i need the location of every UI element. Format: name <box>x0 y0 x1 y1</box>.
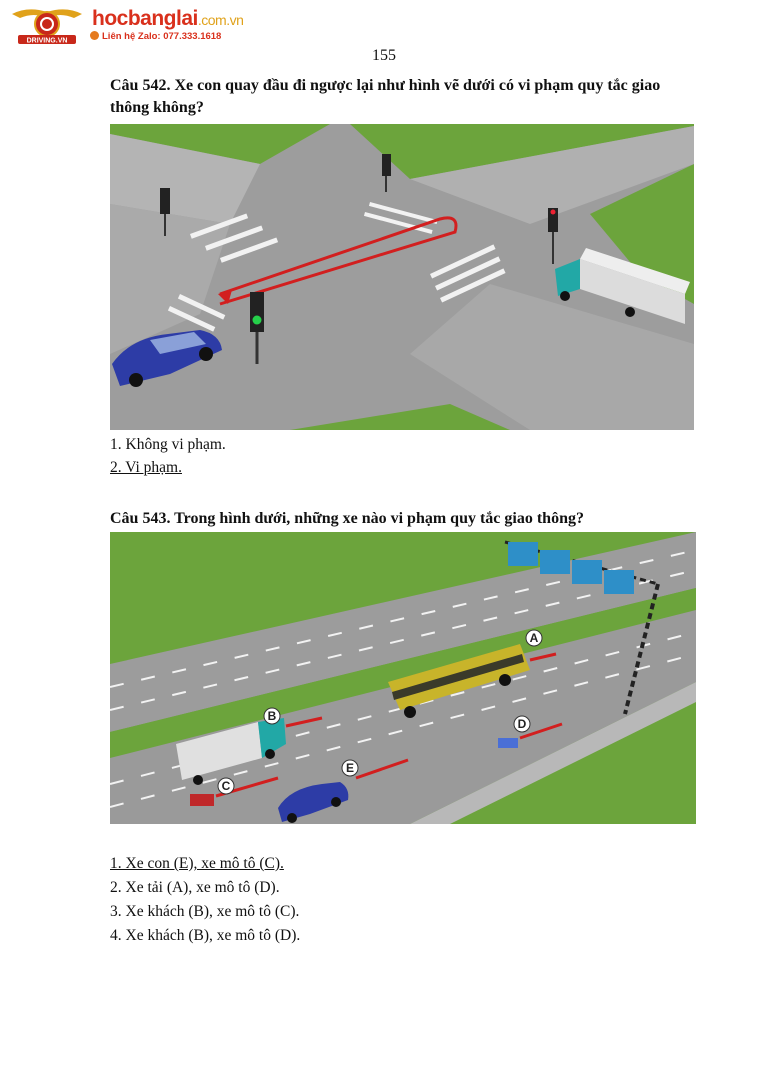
question-542-title: Câu 542. Xe con quay đầu đi ngược lại như hình vẽ dưới có vi phạm quy tắc giao thông không? <box>110 77 661 116</box>
question-543-answer-1: 1. Xe con (E), xe mô tô (C). <box>110 855 284 872</box>
site-header <box>8 4 268 46</box>
motorcycle <box>498 738 518 748</box>
vehicle-label-c: C <box>221 779 231 793</box>
question-543-title: Câu 543. Trong hình dưới, những xe nào vi phạm quy tắc giao thông? <box>110 510 584 527</box>
question-543-answer-2: 2. Xe tải (A), xe mô tô (D). <box>110 879 280 896</box>
motorcycle <box>190 794 214 806</box>
contact-text: Liên hệ Zalo: 077.333.1618 <box>102 31 222 42</box>
brand-name <box>92 7 243 31</box>
page-number: 155 <box>372 47 396 64</box>
question-543-figure <box>110 532 696 829</box>
contact-line <box>90 31 221 42</box>
driving-logo <box>8 4 86 46</box>
vehicle-label-e: E <box>345 761 355 775</box>
brand-main: hocbanglai <box>92 7 198 30</box>
vehicle-label-a: A <box>529 631 539 645</box>
logo-text: DRIVING.VN <box>26 37 68 45</box>
vehicle-label-b: B <box>267 709 277 723</box>
phone-icon <box>90 31 99 40</box>
question-543-answer-3: 3. Xe khách (B), xe mô tô (C). <box>110 903 300 920</box>
question-543-answer-4: 4. Xe khách (B), xe mô tô (D). <box>110 927 301 944</box>
question-542-answer-1: 1. Không vi phạm. <box>110 436 226 453</box>
vehicle-label-d: D <box>517 717 527 731</box>
brand-suffix: .com.vn <box>197 12 244 28</box>
question-542-figure <box>110 124 694 435</box>
question-542-answer-2: 2. Vi phạm. <box>110 459 182 476</box>
